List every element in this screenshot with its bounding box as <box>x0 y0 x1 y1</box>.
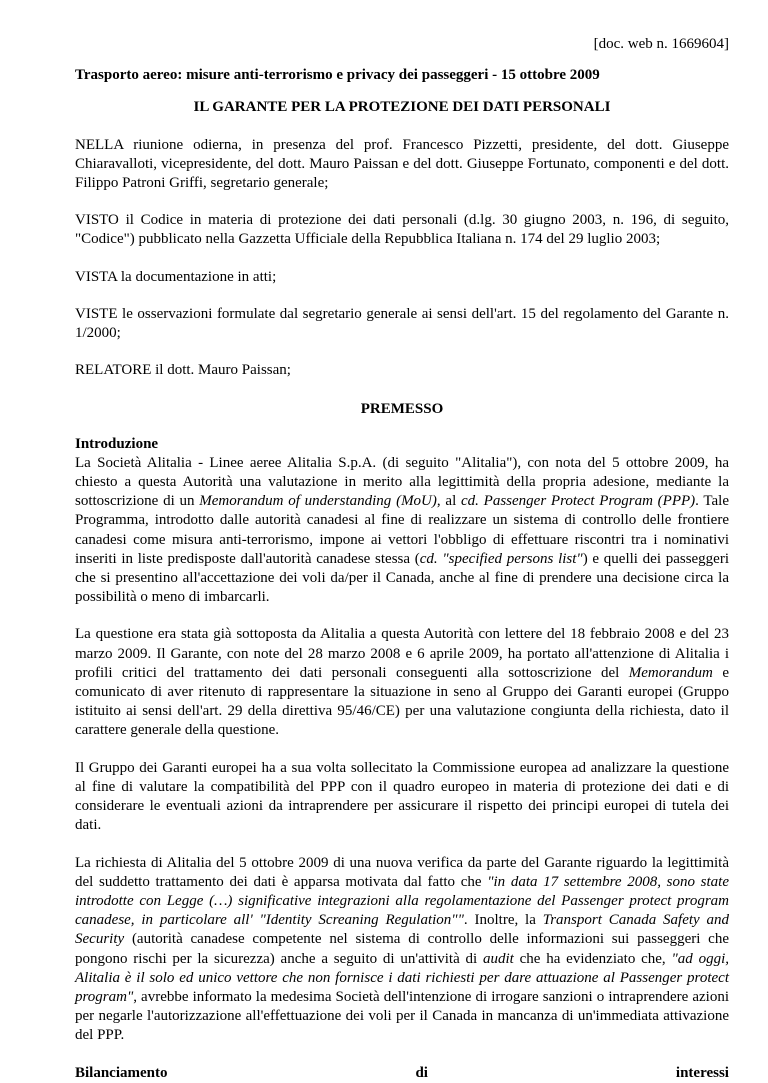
authority-heading: IL GARANTE PER LA PROTEZIONE DEI DATI PERSONALI <box>193 99 611 116</box>
preamble-relatore: RELATORE il dott. Mauro Paissan; <box>75 362 291 379</box>
section-heading-introduzione: Introduzione <box>75 435 159 452</box>
heading-word-3: interessi <box>675 1064 729 1081</box>
section-heading-bilanciamento <box>75 1064 729 1083</box>
intro-paragraph-1: La Società Alitalia - Linee aeree Alitalia S.p.A. (di seguito "Alitalia"), con nota del 5 ottobre 2009, ha chiesto a questa Autorità una valutazione in merito alla legittimità della propria adesione, mediante la sottoscrizione di un Memorandum of understanding (MoU), al cd. Passenger Protect Program (PPP). Tale Programma, introdotto dalle autorità canadesi al fine di realizzare un sistema di controllo delle frontiere canadesi come misura anti-terrorismo, impone ai vettori l'obbligo di effettuare riscontri tra i nominativi inseriti in liste predisposte dall'autorità canadese stessa (cd. "specified persons list") e quelli dei passeggeri che si presentino all'accettazione dei voli da/per il Canada, anche al fine di prendere una decisione circa la possibilità o meno di imbarcarli. <box>75 454 730 606</box>
preamble-vista: VISTA la documentazione in atti; <box>75 268 277 285</box>
document-title: Trasporto aereo: misure anti-terrorismo e privacy dei passeggeri - 15 ottobre 2009 <box>75 67 600 84</box>
preamble-riunione: NELLA riunione odierna, in presenza del prof. Francesco Pizzetti, presidente, del dott. Giuseppe Chiaravalloti, vicepresidente, del dott. Mauro Paissan e del dott. Giuseppe Fortunato, componenti e del dott. Filippo Patroni Griffi, segretario generale; <box>75 136 729 192</box>
intro-paragraph-2: La questione era stata già sottoposta da Alitalia a questa Autorità con lettere del 18 febbraio 2008 e del 23 marzo 2009. Il Garante, con note del 28 marzo 2008 e 6 aprile 2009, ha portato all'attenzione di Alitalia i profili critici del trattamento dei dati personali conseguenti alla sottoscrizione del Memorandum e comunicato di aver ritenuto di rappresentare la situazione in seno al Gruppo dei Garanti europei (Gruppo istituito ai sensi dell'art. 29 della direttiva 95/46/CE) per una valutazione congiunta della richiesta, dato il carattere generale della questione. <box>75 626 729 739</box>
heading-word-1: Bilanciamento <box>75 1064 168 1081</box>
intro-paragraph-3: Il Gruppo dei Garanti europei ha a sua volta sollecitato la Commissione europea ad analizzare la questione al fine di valutare la compatibilità del PPP con il quadro europeo in materia di protezione dei dati e di considerare le eventuali azioni da intraprendere per assicurare il rispetto dei principi europei di tutela dei dati. <box>75 759 729 834</box>
intro-paragraph-4: La richiesta di Alitalia del 5 ottobre 2009 di una nuova verifica da parte del Garante riguardo la legittimità del suddetto trattamento dei dati è apparsa motivata dal fatto che "in data 17 settembre 2008, sono state introdotte con Legge (…) significative integrazioni alla regolamentazione del Passenger protect program canadese, in particolare all' "Identity Screaning Regulation"". Inoltre, la Transport Canada Safety and Security (autorità canadese competente nel sistema di controllo delle informazioni sui passeggeri che pongono rischi per la sicurezza) anche a seguito di un'attività di audit che ha evidenziato che, "ad oggi, Alitalia è il solo ed unico vettore che non fornisce i dati richiesti per dare attuazione al Passenger protect program", avrebbe informato la medesima Società dell'intenzione di irrogare sanzioni o intraprendere azioni per negarle l'autorizzazione all'effettuazione dei voli per il Canada in mancanza di un'immediata attivazione del PPP. <box>75 854 729 1044</box>
preamble-viste: VISTE le osservazioni formulate dal segretario generale ai sensi dell'art. 15 del regolamento del Garante n. 1/2000; <box>75 305 729 342</box>
document-page <box>75 35 729 1083</box>
preamble-visto: VISTO il Codice in materia di protezione dei dati personali (d.lg. 30 giugno 2003, n. 196, di seguito, "Codice") pubblicato nella Gazzetta Ufficiale della Repubblica Italiana n. 174 del 29 luglio 2003; <box>75 212 729 248</box>
document-reference: [doc. web n. 1669604] <box>593 36 729 52</box>
heading-word-2: di <box>415 1064 428 1081</box>
premesso-heading: PREMESSO <box>360 401 444 418</box>
